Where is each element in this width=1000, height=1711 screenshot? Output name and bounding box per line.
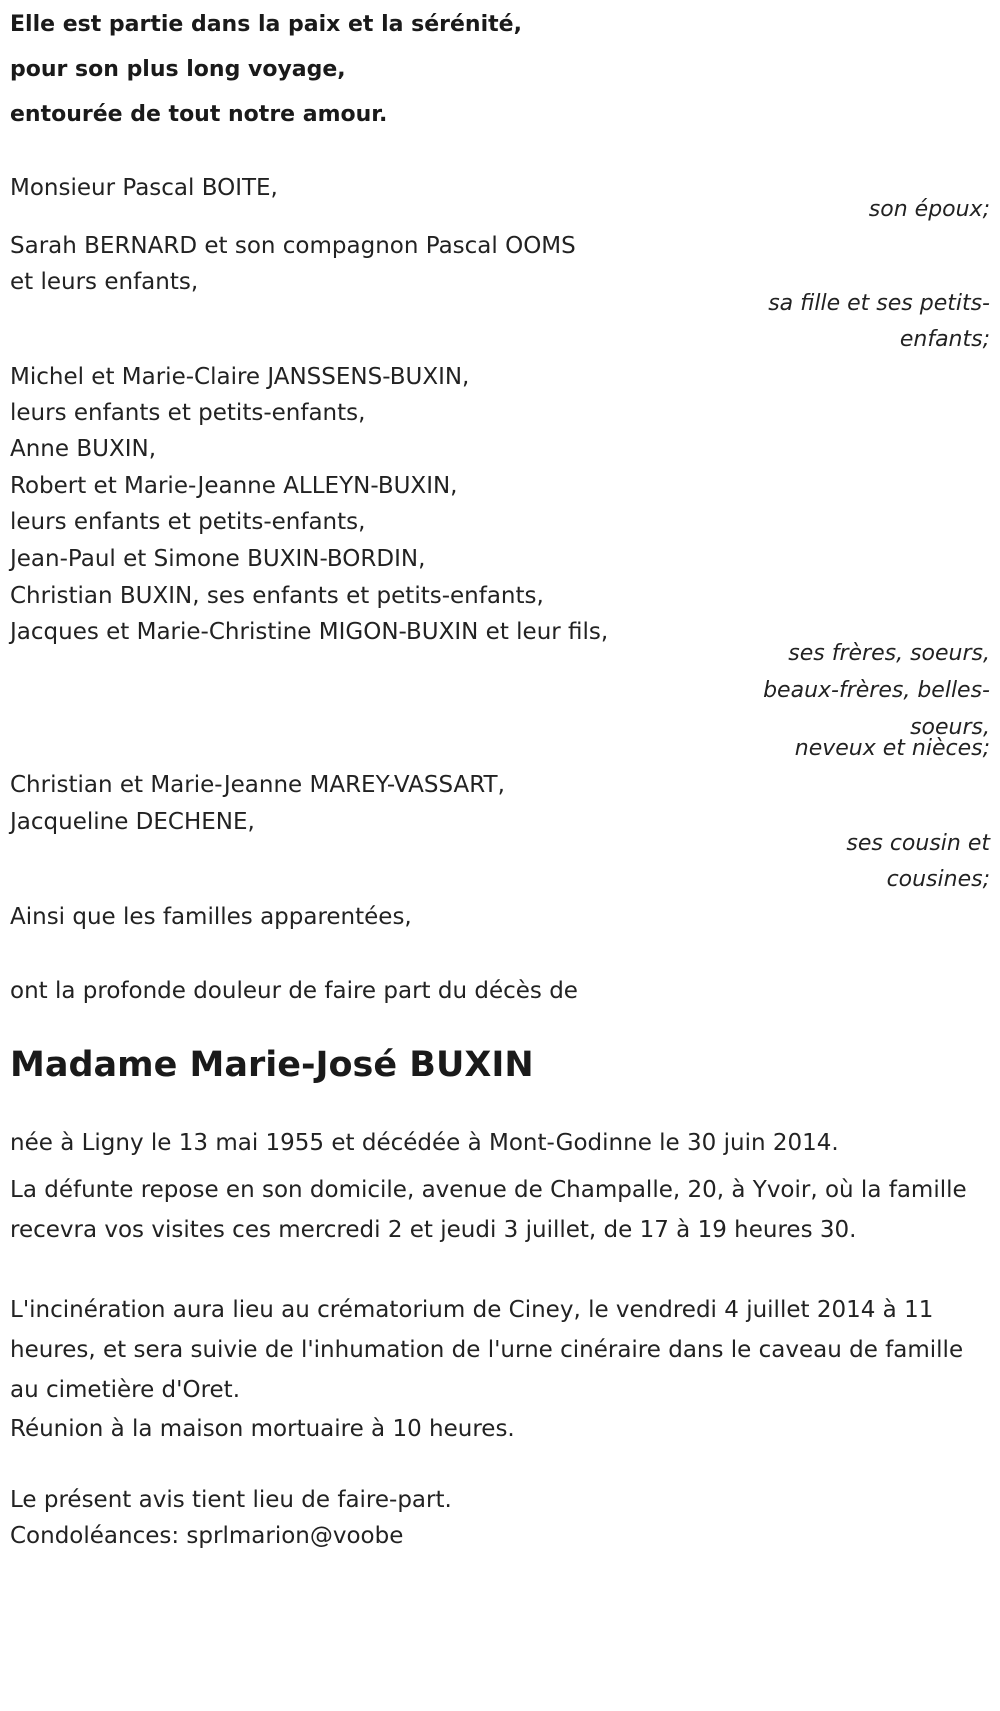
sibling-line-3: Anne BUXIN, [10, 436, 157, 462]
cousin-line-2: Jacqueline DECHENE, [10, 809, 255, 835]
cousins-relation-line-2: cousines; [886, 867, 990, 892]
daughter-name-line-1: Sarah BERNARD et son compagnon Pascal OOMS [10, 233, 576, 259]
extended-family: Ainsi que les familles apparentées, [10, 904, 412, 930]
birth-death-details: née à Ligny le 13 mai 1955 et décédée à Mont-Godinne le 30 juin 2014. [10, 1130, 839, 1156]
daughter-relation-line-2: enfants; [899, 327, 990, 352]
cousin-line-1: Christian et Marie-Jeanne MAREY-VASSART, [10, 772, 505, 798]
cousins-relation-line-1: ses cousin et [846, 831, 990, 856]
daughter-name-line-2: et leurs enfants, [10, 269, 199, 295]
verse-line-2: pour son plus long voyage, [10, 57, 346, 82]
verse-line-3: entourée de tout notre amour. [10, 102, 388, 127]
siblings-relation-line-2: beaux-frères, belles- [763, 678, 990, 703]
reunion-details: Réunion à la maison mortuaire à 10 heures. [10, 1416, 515, 1442]
spouse-name: Monsieur Pascal BOITE, [10, 175, 278, 201]
sibling-line-4: Robert et Marie-Jeanne ALLEYN-BUXIN, [10, 473, 458, 499]
verse-line-1: Elle est partie dans la paix et la sérénité, [10, 12, 522, 37]
siblings-relation-line-4: neveux et nièces; [794, 736, 990, 761]
sibling-line-1: Michel et Marie-Claire JANSSENS-BUXIN, [10, 364, 470, 390]
cremation-details: L'incinération aura lieu au crématorium de Ciney, le vendredi 4 juillet 2014 à 11 heures, et sera suivie de l'inhumation de l'urne cinéraire dans le caveau de famille au cimetière d'Oret. [10, 1297, 964, 1403]
siblings-relation-line-1: ses frères, soeurs, [788, 641, 990, 666]
visitation-details: La défunte repose en son domicile, avenue de Champalle, 20, à Yvoir, où la famille recevra vos visites ces mercredi 2 et jeudi 3 juillet, de 17 à 19 heures 30. [10, 1177, 967, 1243]
obituary-notice [10, 0, 990, 1711]
condolences-contact: Condoléances: sprlmarion@voobe [10, 1523, 404, 1549]
daughter-relation-line-1: sa fille et ses petits- [768, 291, 990, 316]
sibling-line-7: Christian BUXIN, ses enfants et petits-enfants, [10, 583, 544, 609]
notice-statement: Le présent avis tient lieu de faire-part. [10, 1487, 452, 1513]
sibling-line-5: leurs enfants et petits-enfants, [10, 509, 366, 535]
sibling-line-8: Jacques et Marie-Christine MIGON-BUXIN et leur fils, [10, 619, 609, 645]
sibling-line-2: leurs enfants et petits-enfants, [10, 400, 366, 426]
spouse-relation: son époux; [868, 197, 990, 222]
announcement-text: ont la profonde douleur de faire part du décès de [10, 978, 578, 1004]
sibling-line-6: Jean-Paul et Simone BUXIN-BORDIN, [10, 546, 426, 572]
siblings-relation-line-3: soeurs, [910, 715, 990, 740]
deceased-name: Madame Marie-José BUXIN [10, 1045, 534, 1085]
